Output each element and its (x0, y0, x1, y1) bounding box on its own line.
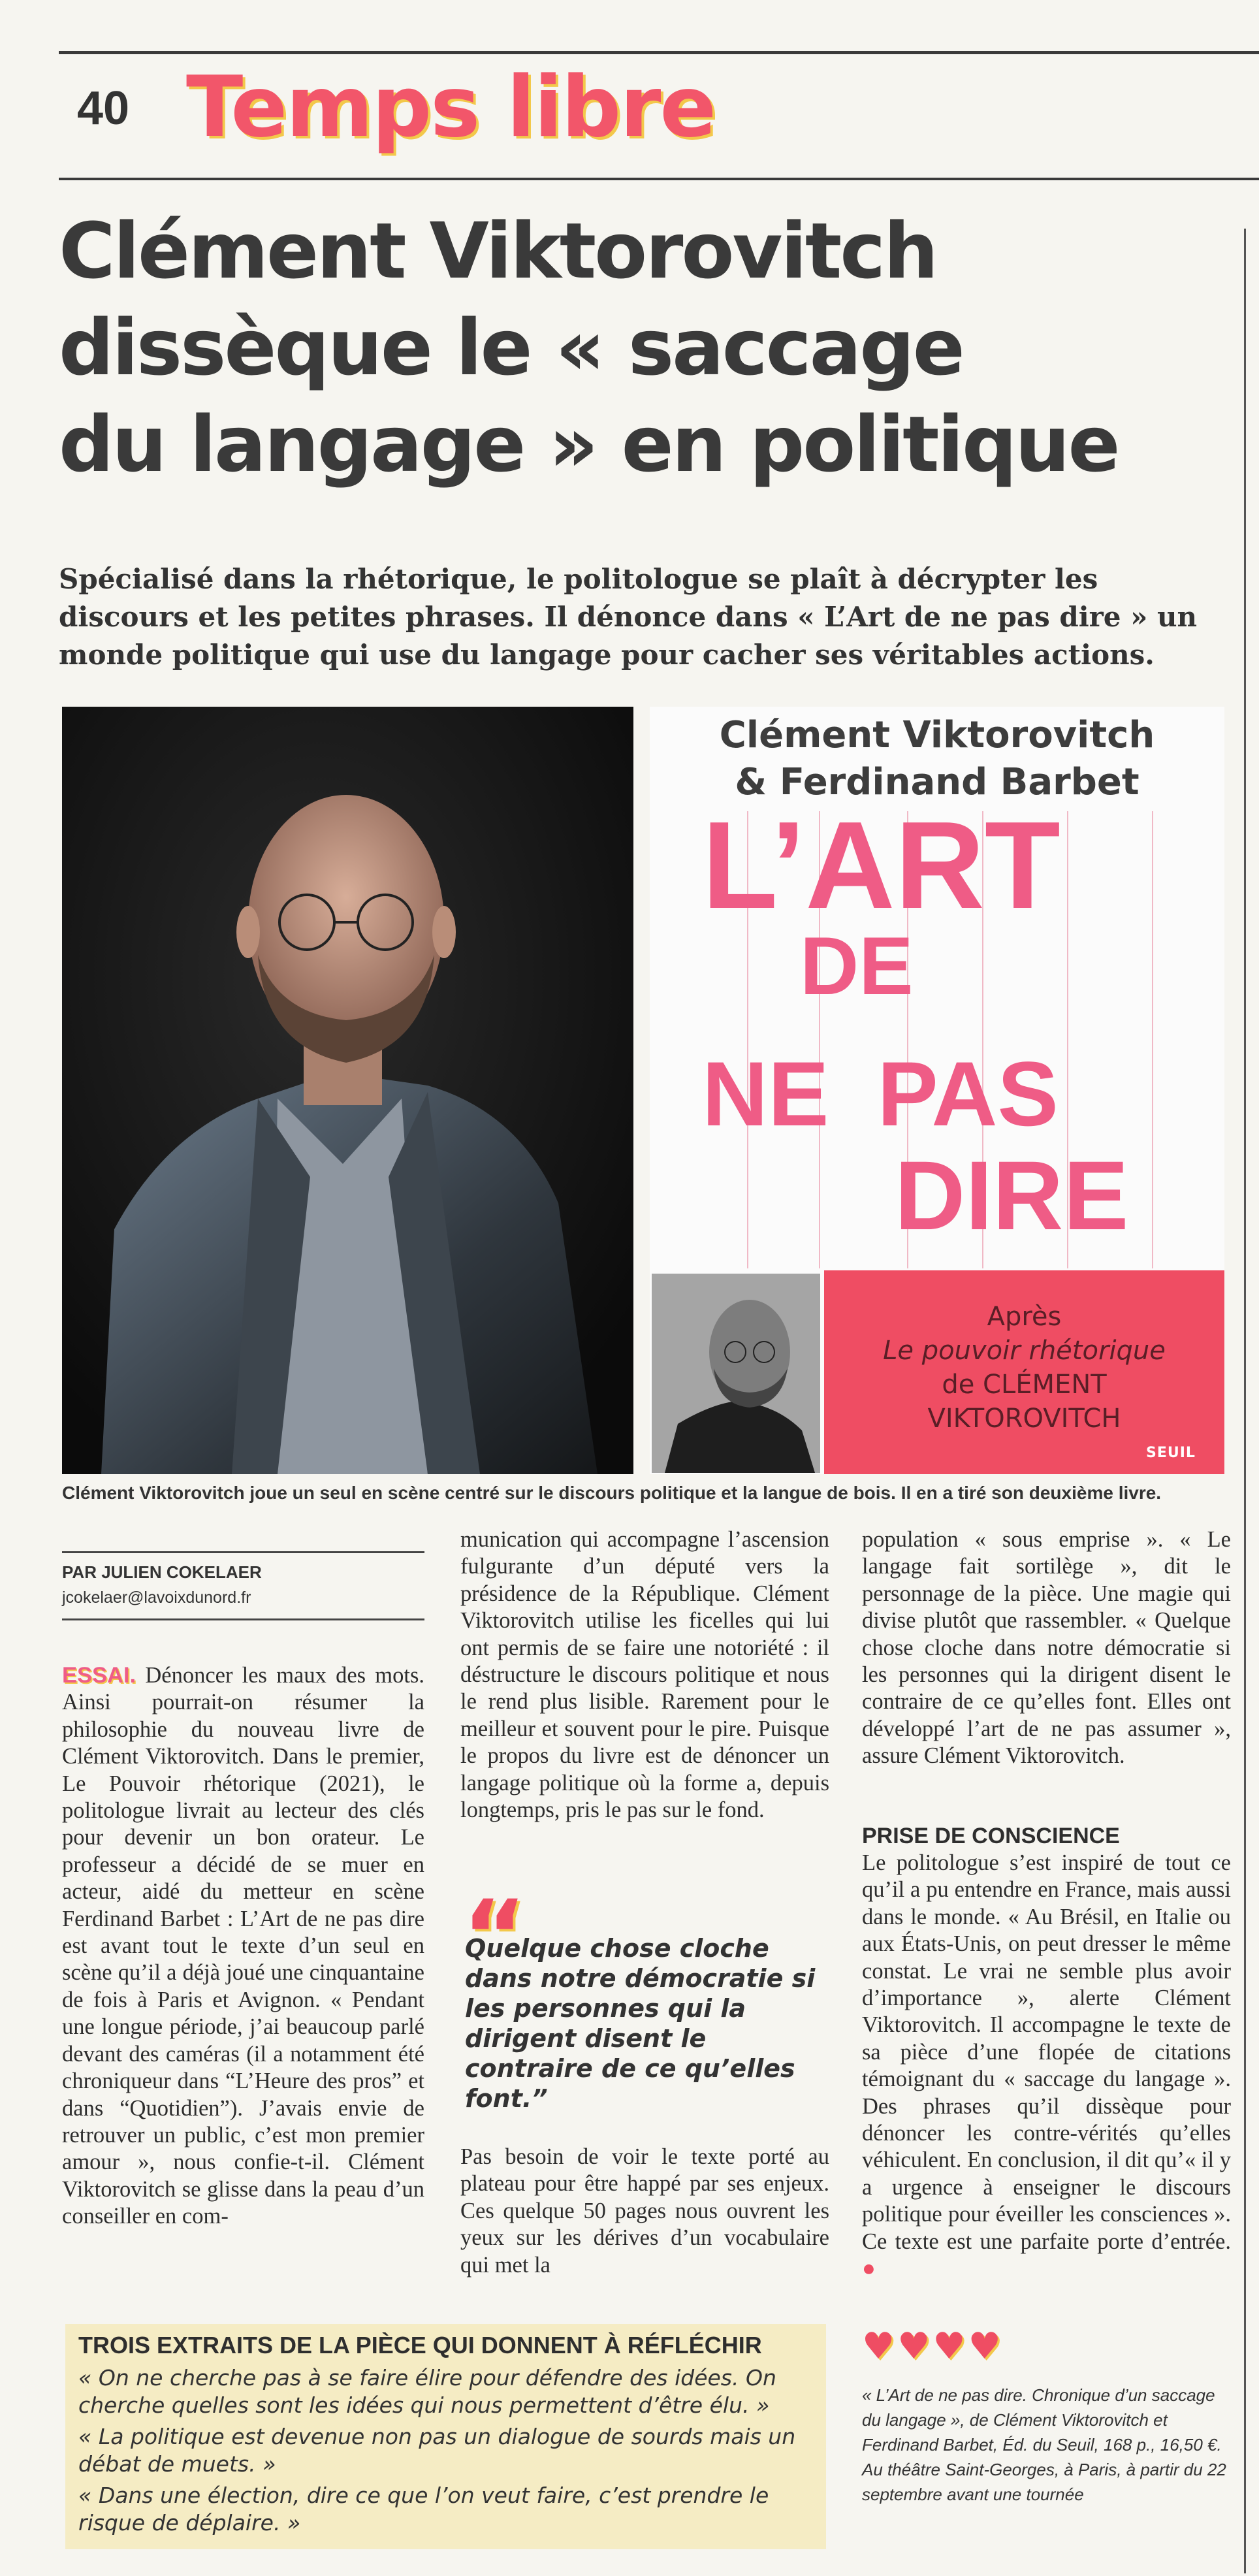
book-author-illustration (652, 1274, 820, 1473)
headline-line-2: dissèque le « saccage (59, 302, 963, 393)
book-authors (653, 712, 1221, 806)
end-mark-icon: ● (862, 2256, 876, 2281)
author-email: jcokelaer@lavoixdunord.fr (62, 1588, 251, 1607)
book-author-1: Clément Viktorovitch (719, 714, 1155, 756)
book-title-line-3: NE PAS (702, 1042, 1059, 1145)
band-line-3: de CLÉMENT (942, 1370, 1107, 1400)
book-title-line-4: DIRE (895, 1140, 1129, 1250)
column-3b-text: Le politologue s’est inspiré de tout ce qu’il a pu entendre en France, mais aussi dans le monde. « Au Brésil, en Italie ou aux États-Unis, on peut dresser le même constat. Le vrai ne semble plus avoir d’importance », alerte Clément Viktorovitch. Il accompagne le texte de sa pièce d’une flopée de citations témoignant du « saccage du langage ». Des phrases qu’il dissèque pour dénoncer les contre-vérités qu’elles véhiculent. En conclusion, il dit qu’« il y a urgence à enseigner le discours politique pour éveiller les consciences ». Ce texte est une parfaite porte d’entrée. (862, 1850, 1231, 2254)
book-band-text (824, 1300, 1224, 1436)
book-author-photo (652, 1274, 820, 1473)
band-line-4: VIKTOROVITCH (927, 1404, 1121, 1434)
byline-rule-bottom (62, 1618, 424, 1620)
subheading: PRISE DE CONSCIENCE (862, 1824, 1120, 1848)
extract-item: « La politique est devenue non pas un dialogue de sourds mais un débat de muets. » (78, 2424, 796, 2477)
byline-rule-top (62, 1551, 424, 1553)
column-rule (1244, 229, 1246, 2573)
pull-quote: Quelque chose cloche dans notre démocratie si les personnes qui la dirigent disent le contraire de ce qu’elles font.” (465, 1934, 816, 2113)
headline (59, 202, 1208, 492)
rating-hearts-icon: ♥♥♥♥ (862, 2325, 1004, 2368)
header-rule (59, 178, 1259, 180)
book-credits-details: « L’Art de ne pas dire. Chronique d’un saccage du langage », de Clément Viktorovitch et Ferdinand Barbet, Éd. du Seuil, 168 p., 16,50 €. (862, 2385, 1222, 2455)
body-column-1 (62, 1662, 424, 2230)
extract-item: « On ne cherche pas à se faire élire pour défendre des idées. On cherche quelles sont les idées qui nous permettent d’être élu. » (78, 2365, 776, 2418)
page-number: 40 (77, 82, 130, 135)
book-credits (862, 2383, 1228, 2507)
band-line-2: Le pouvoir rhétorique (883, 1336, 1166, 1366)
kicker-essai: ESSAI. (62, 1663, 136, 1688)
band-line-1: Après (987, 1302, 1062, 1332)
book-author-2: & Ferdinand Barbet (735, 761, 1139, 803)
column-1-text: Dénoncer les maux des mots. Ainsi pourrait-on résumer la philosophie du nouveau livre de Clément Viktorovitch. Dans le premier, Le Pouvoir rhétorique (2021), le politologue livrait au lecteur des clés pour devenir un bon orateur. Le professeur a décidé de se muer en acteur, aidé du metteur en scène Ferdinand Barbet : L’Art de ne pas dire est avant tout le texte d’un seul en scène qu’il a déjà joué une cinquantaine de fois à Paris et Avignon. « Pendant une longue période, j’ai beaucoup parlé devant des caméras (il a notamment été chroniqueur dans “L’Heure des pros” et dans “Quotidien”). J’avais envie de retrouver un public, c’est mon premier amour », nous confie-t-il. Clément Viktorovitch se glisse dans la peau d’un conseiller en com- (62, 1663, 424, 2229)
book-credits-theatre: Au théâtre Saint-Georges, à Paris, à partir du 22 septembre avant une tournée (862, 2460, 1226, 2504)
top-rule (59, 51, 1259, 54)
book-title-line-1: L’ART (702, 796, 1060, 935)
quote-mark-icon: “ (462, 1880, 527, 1993)
body-column-2-continued: Pas besoin de voir le texte porté au plateau pour être happé par ses enjeux. Ces quelque 50 pages nous ouvrent les yeux sur les dérives d’un vocabulaire qui met la (460, 2144, 829, 2278)
book-title-line-2: DE (800, 921, 914, 1012)
publisher-logo: SEUIL (1146, 1445, 1196, 1461)
section-rubric: Temps libre (186, 59, 716, 156)
standfirst: Spécialisé dans la rhétorique, le politologue se plaît à décrypter les discours et les petites phrases. Il dénonce dans « L’Art de ne pas dire » un monde politique qui use du langage pour cacher ses véritables actions. (59, 563, 1198, 671)
byline: PAR JULIEN COKELAER (62, 1562, 262, 1582)
headline-line-3: du langage » en politique (59, 399, 1119, 489)
extract-item: « Dans une élection, dire ce que l’on veut faire, c’est prendre le risque de déplaire. » (78, 2483, 769, 2536)
extracts-list (78, 2364, 810, 2541)
body-column-2: munication qui accompagne l’ascension fulgurante d’un député vers la présidence de la République. Clément Viktorovitch utilise les ficelles qui lui ont permis de se faire une notoriété : il déstructure le discours politique et nous le rend plus lisible. Rarement pour le meilleur et souvent pour le pire. Puisque le propos du livre est de dénoncer un langage politique où la forme a, depuis longtemps, pris le pas sur le fond. (460, 1527, 829, 1823)
extracts-box-title: TROIS EXTRAITS DE LA PIÈCE QUI DONNENT À RÉFLÉCHIR (78, 2332, 762, 2359)
body-column-3-continued (862, 1850, 1231, 2283)
headline-line-1: Clément Viktorovitch (59, 206, 937, 296)
author-portrait-photo (62, 707, 633, 1474)
body-column-3: population « sous emprise ». « Le langage fait sortilège », dit le personnage de la pièce. Une magie qui divise plutôt que rassembler. « Quelque chose cloche dans notre démocratie si les personnes qui la dirigent disent le contraire de ce qu’elles font. Elles ont développé l’art de ne pas assumer », assure Clément Viktorovitch. (862, 1527, 1231, 1769)
portrait-illustration (62, 707, 633, 1474)
photo-caption: Clément Viktorovitch joue un seul en scène centré sur le discours politique et la langue de bois. Il en a tiré son deuxième livre. (62, 1483, 1162, 1503)
